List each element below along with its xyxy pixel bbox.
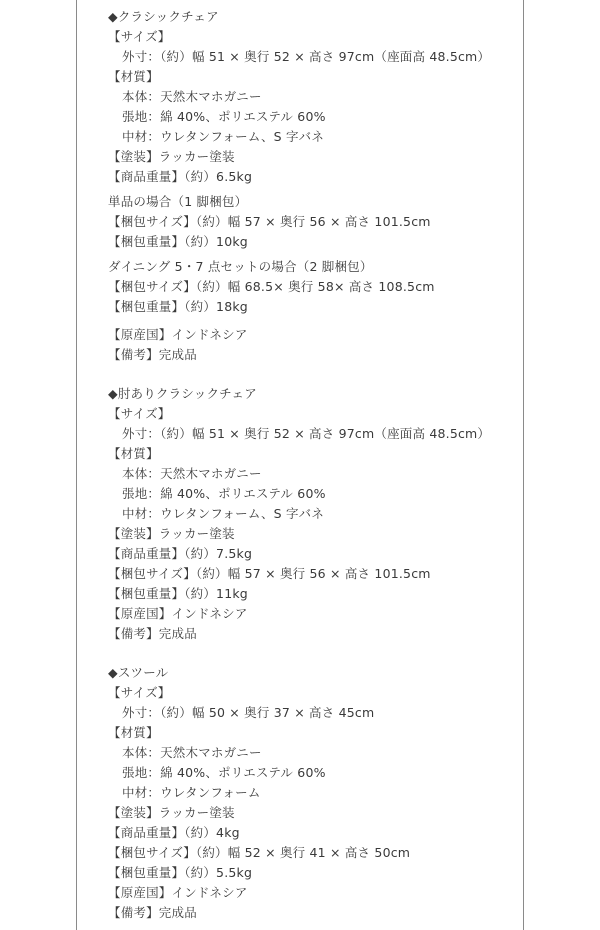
material-filling: 中材：ウレタンフォーム: [122, 785, 261, 800]
size-label: 【サイズ】: [108, 406, 171, 421]
product-weight: 【商品重量】（約）6.5kg: [108, 169, 253, 184]
size-label: 【サイズ】: [108, 29, 171, 44]
set-pack-size: 【梱包サイズ】（約）幅 68.5× 奥行 58× 高さ 108.5cm: [108, 279, 435, 294]
product-weight: 【商品重量】（約）4kg: [108, 825, 240, 840]
set-pack-heading: ダイニング 5・7 点セットの場合（2 脚梱包）: [108, 259, 373, 274]
outer-dimensions: 外寸：（約）幅 51 × 奥行 52 × 高さ 97cm（座面高 48.5cm）: [122, 426, 491, 441]
country-of-origin: 【原産国】インドネシア: [108, 327, 248, 342]
finish: 【塗装】ラッカー塗装: [108, 526, 235, 541]
set-pack-weight: 【梱包重量】（約）18kg: [108, 299, 248, 314]
material-filling: 中材：ウレタンフォーム、S 字バネ: [122, 506, 325, 521]
pack-size: 【梱包サイズ】（約）幅 52 × 奥行 41 × 高さ 50cm: [108, 845, 411, 860]
material-filling: 中材：ウレタンフォーム、S 字バネ: [122, 129, 325, 144]
remarks: 【備考】完成品: [108, 626, 197, 641]
section-armchair: [108, 384, 518, 644]
material-label: 【材質】: [108, 69, 159, 84]
size-label: 【サイズ】: [108, 685, 171, 700]
pack-weight: 【梱包重量】（約）5.5kg: [108, 865, 253, 880]
section-stool: [108, 663, 518, 923]
left-border-line: [76, 0, 77, 930]
section-title: ◆クラシックチェア: [108, 9, 219, 24]
right-border-line: [523, 0, 524, 930]
material-upholstery: 張地：綿 40%、ポリエステル 60%: [122, 486, 326, 501]
section-title: ◆スツール: [108, 665, 169, 680]
country-of-origin: 【原産国】インドネシア: [108, 885, 248, 900]
product-weight: 【商品重量】（約）7.5kg: [108, 546, 253, 561]
material-label: 【材質】: [108, 446, 159, 461]
single-pack-heading: 単品の場合（1 脚梱包）: [108, 194, 248, 209]
finish: 【塗装】ラッカー塗装: [108, 805, 235, 820]
single-pack-weight: 【梱包重量】（約）10kg: [108, 234, 248, 249]
pack-weight: 【梱包重量】（約）11kg: [108, 586, 248, 601]
material-body: 本体：天然木マホガニー: [122, 745, 262, 760]
outer-dimensions: 外寸：（約）幅 51 × 奥行 52 × 高さ 97cm（座面高 48.5cm）: [122, 49, 491, 64]
material-upholstery: 張地：綿 40%、ポリエステル 60%: [122, 765, 326, 780]
material-label: 【材質】: [108, 725, 159, 740]
spec-content: [108, 7, 518, 923]
remarks: 【備考】完成品: [108, 905, 197, 920]
material-body: 本体：天然木マホガニー: [122, 466, 262, 481]
remarks: 【備考】完成品: [108, 347, 197, 362]
finish: 【塗装】ラッカー塗装: [108, 149, 235, 164]
outer-dimensions: 外寸：（約）幅 50 × 奥行 37 × 高さ 45cm: [122, 705, 375, 720]
country-of-origin: 【原産国】インドネシア: [108, 606, 248, 621]
material-body: 本体：天然木マホガニー: [122, 89, 262, 104]
pack-size: 【梱包サイズ】（約）幅 57 × 奥行 56 × 高さ 101.5cm: [108, 566, 431, 581]
section-title: ◆肘ありクラシックチェア: [108, 386, 257, 401]
single-pack-size: 【梱包サイズ】（約）幅 57 × 奥行 56 × 高さ 101.5cm: [108, 214, 431, 229]
section-classic-chair: [108, 7, 518, 365]
material-upholstery: 張地：綿 40%、ポリエステル 60%: [122, 109, 326, 124]
